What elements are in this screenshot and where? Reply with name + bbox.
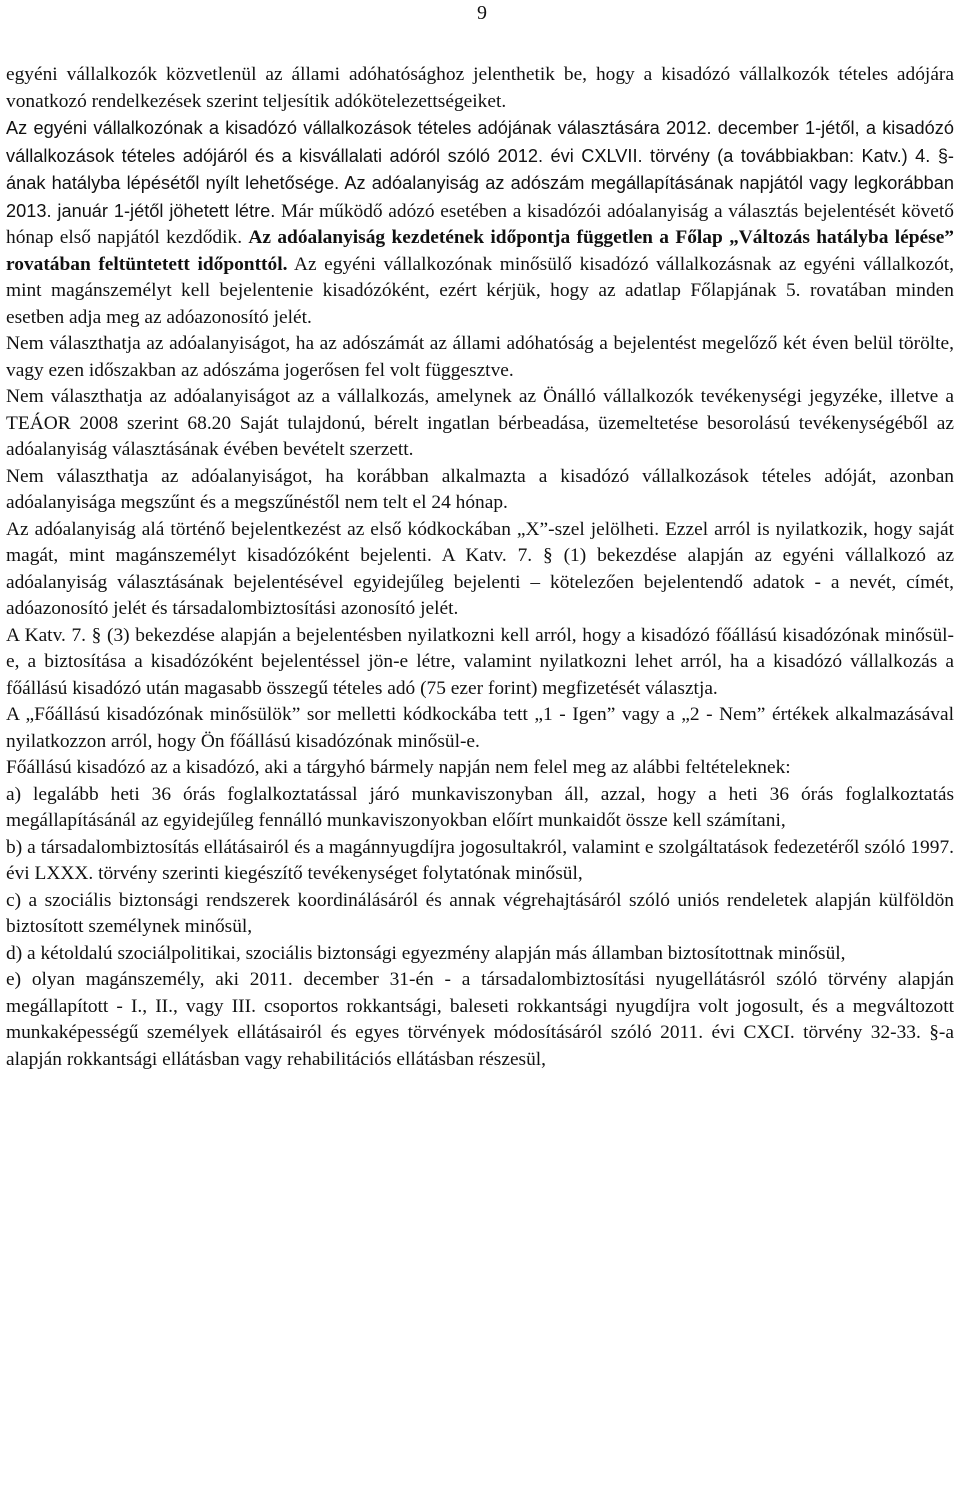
paragraph-katv-choice (6, 115, 954, 331)
paragraph-katv-sans: Az egyéni vállalkozónak a kisadózó vállalkozások tételes adójának választására 2012. december 1-jétől, a kisadózó vállalkozások tételes adójáról és a kisvállalati adóról szóló 2012. évi CXLVII. törvény (a továbbiakban: Katv.) 4. §-ának hatályba lépésétől nyílt lehetősége. Az adóalanyiság az adószám megállapításának napjától vagy legkorábban 2013. január 1-jétől jöhetett létre. (6, 118, 954, 221)
paragraph-intro: egyéni vállalkozók közvetlenül az állami adóhatósághoz jelenthetik be, hogy a kisadózó vállalkozók tételes adójára vonatkozó rendelkezések szerint teljesítik adókötelezettségeiket. (6, 64, 954, 112)
paragraph-24-months: Nem választhatja az adóalanyiságot, ha korábban alkalmazta a kisadózó vállalkozások tételes adóját, azonban adóalanyisága megszűnt és a megszűnéstől nem telt el 24 hónap. (6, 465, 954, 513)
paragraph-x-checkbox: Az adóalanyiság alá történő bejelentkezést az első kódkockában „X”-szel jelölheti. Ezzel arról is nyilatkozik, hogy saját magát, mint magánszemélyt kisadózóként bejelenti. A Katv. 7. § (1) bekezdése alapján az egyéni vállalkozó az adóalanyiság választásának bejelentésével egyidejűleg bejelenti – kötelezően bejelentendő adatok - a nevét, címét, adóazonosító jelét és társadalombiztosítási azonosító jelét. (6, 518, 954, 619)
paragraph-deleted-taxnumber: Nem választhatja az adóalanyiságot, ha az adószámát az állami adóhatóság a bejelentést megelőző két éven belül törölte, vagy ezen időszakban az adószáma jogerősen fel volt függesztve. (6, 333, 954, 381)
paragraph-katv-serif: Már működő adózó esetében a kisadózói adóalanyiság a választás bejelentését követő hónap első napjától kezdődik. (6, 200, 954, 248)
list-item-b: b) a társadalombiztosítás ellátásairól és a magánnyugdíjra jogosultakról, valamint e szolgáltatások fedezetéről szóló 1997. évi LXXX. törvény szerinti kiegészítő tevékenységet folytatónak minősül, (6, 836, 954, 884)
paragraph-katv-bold: Az adóalanyiság kezdetének időpontja független a Főlap „Változás hatályba lépése” rovatában feltüntetett időponttól. (6, 227, 954, 275)
paragraph-teaor: Nem választhatja az adóalanyiságot az a vállalkozás, amelynek az Önálló vállalkozók tevékenységi jegyzéke, illetve a TEÁOR 2008 szerint 68.20 Saját tulajdonú, bérelt ingatlan bérbeadása, üzemeltetése besorolású tevékenységéből az adóalanyiság választásának évében bevételt szerzett. (6, 386, 954, 460)
list-item-c: c) a szociális biztonsági rendszerek koordinálásáról és annak végrehajtásáról szóló uniós rendeletek alapján külföldön biztosított személynek minősül, (6, 889, 954, 937)
list-item-e: e) olyan magánszemély, aki 2011. december 31-én - a társadalombiztosítási nyugellátásról szóló törvény alapján megállapított - I., II., vagy III. csoportos rokkantsági, baleseti rokkantsági nyugdíjra volt jogosult, és a megváltozott munkaképességű személyek ellátásairól és egyes törvények módosításáról szóló 2011. évi CXCI. törvény 32-33. §-a alapján rokkantsági ellátásban vagy rehabilitációs ellátásban részesül, (6, 969, 954, 1070)
paragraph-katv-tail: Az egyéni vállalkozónak minősülő kisadózó vállalkozásnak az egyéni vállalkozót, mint magánszemélyt kell bejelentenie kisadózóként, ezért kérjük, hogy az adatlap Főlapjának 5. rovatában minden esetben adja meg az adóazonosító jelét. (6, 253, 955, 328)
list-item-a: a) legalább heti 36 órás foglalkoztatással járó munkaviszonyban áll, azzal, hogy a heti 36 órás foglalkoztatás megállapításánál az egyidejűleg fennálló munkaviszonyokban előírt munkaidőt össze kell számítani, (6, 783, 954, 831)
page-number: 9 (477, 2, 487, 24)
paragraph-katv-7-3: A Katv. 7. § (3) bekezdése alapján a bejelentésben nyilatkozni kell arról, hogy a kisadózó főállású kisadózónak minősül-e, a biztosítása a kisadózóként bejelentéssel jön-e létre, valamint nyilatkozni lehet arról, ha a kisadózó vállalkozás a főállású kisadózó után magasabb összegű tételes adó (75 ezer forint) megfizetését választja. (6, 624, 954, 699)
body-text (6, 62, 954, 1073)
paragraph-fulltime-definition: Főállású kisadózó az a kisadózó, aki a tárgyhó bármely napján nem felel meg az alábbi feltételeknek: (6, 757, 791, 778)
list-item-d: d) a kétoldalú szociálpolitikai, szociális biztonsági egyezmény alapján más államban biztosítottnak minősül, (6, 942, 846, 964)
paragraph-fulltime-declaration: A „Főállású kisadózónak minősülök” sor melletti kódkockába tett „1 - Igen” vagy a „2 - Nem” értékek alkalmazásával nyilatkozzon arról, hogy Ön főállású kisadózónak minősül-e. (6, 704, 954, 752)
